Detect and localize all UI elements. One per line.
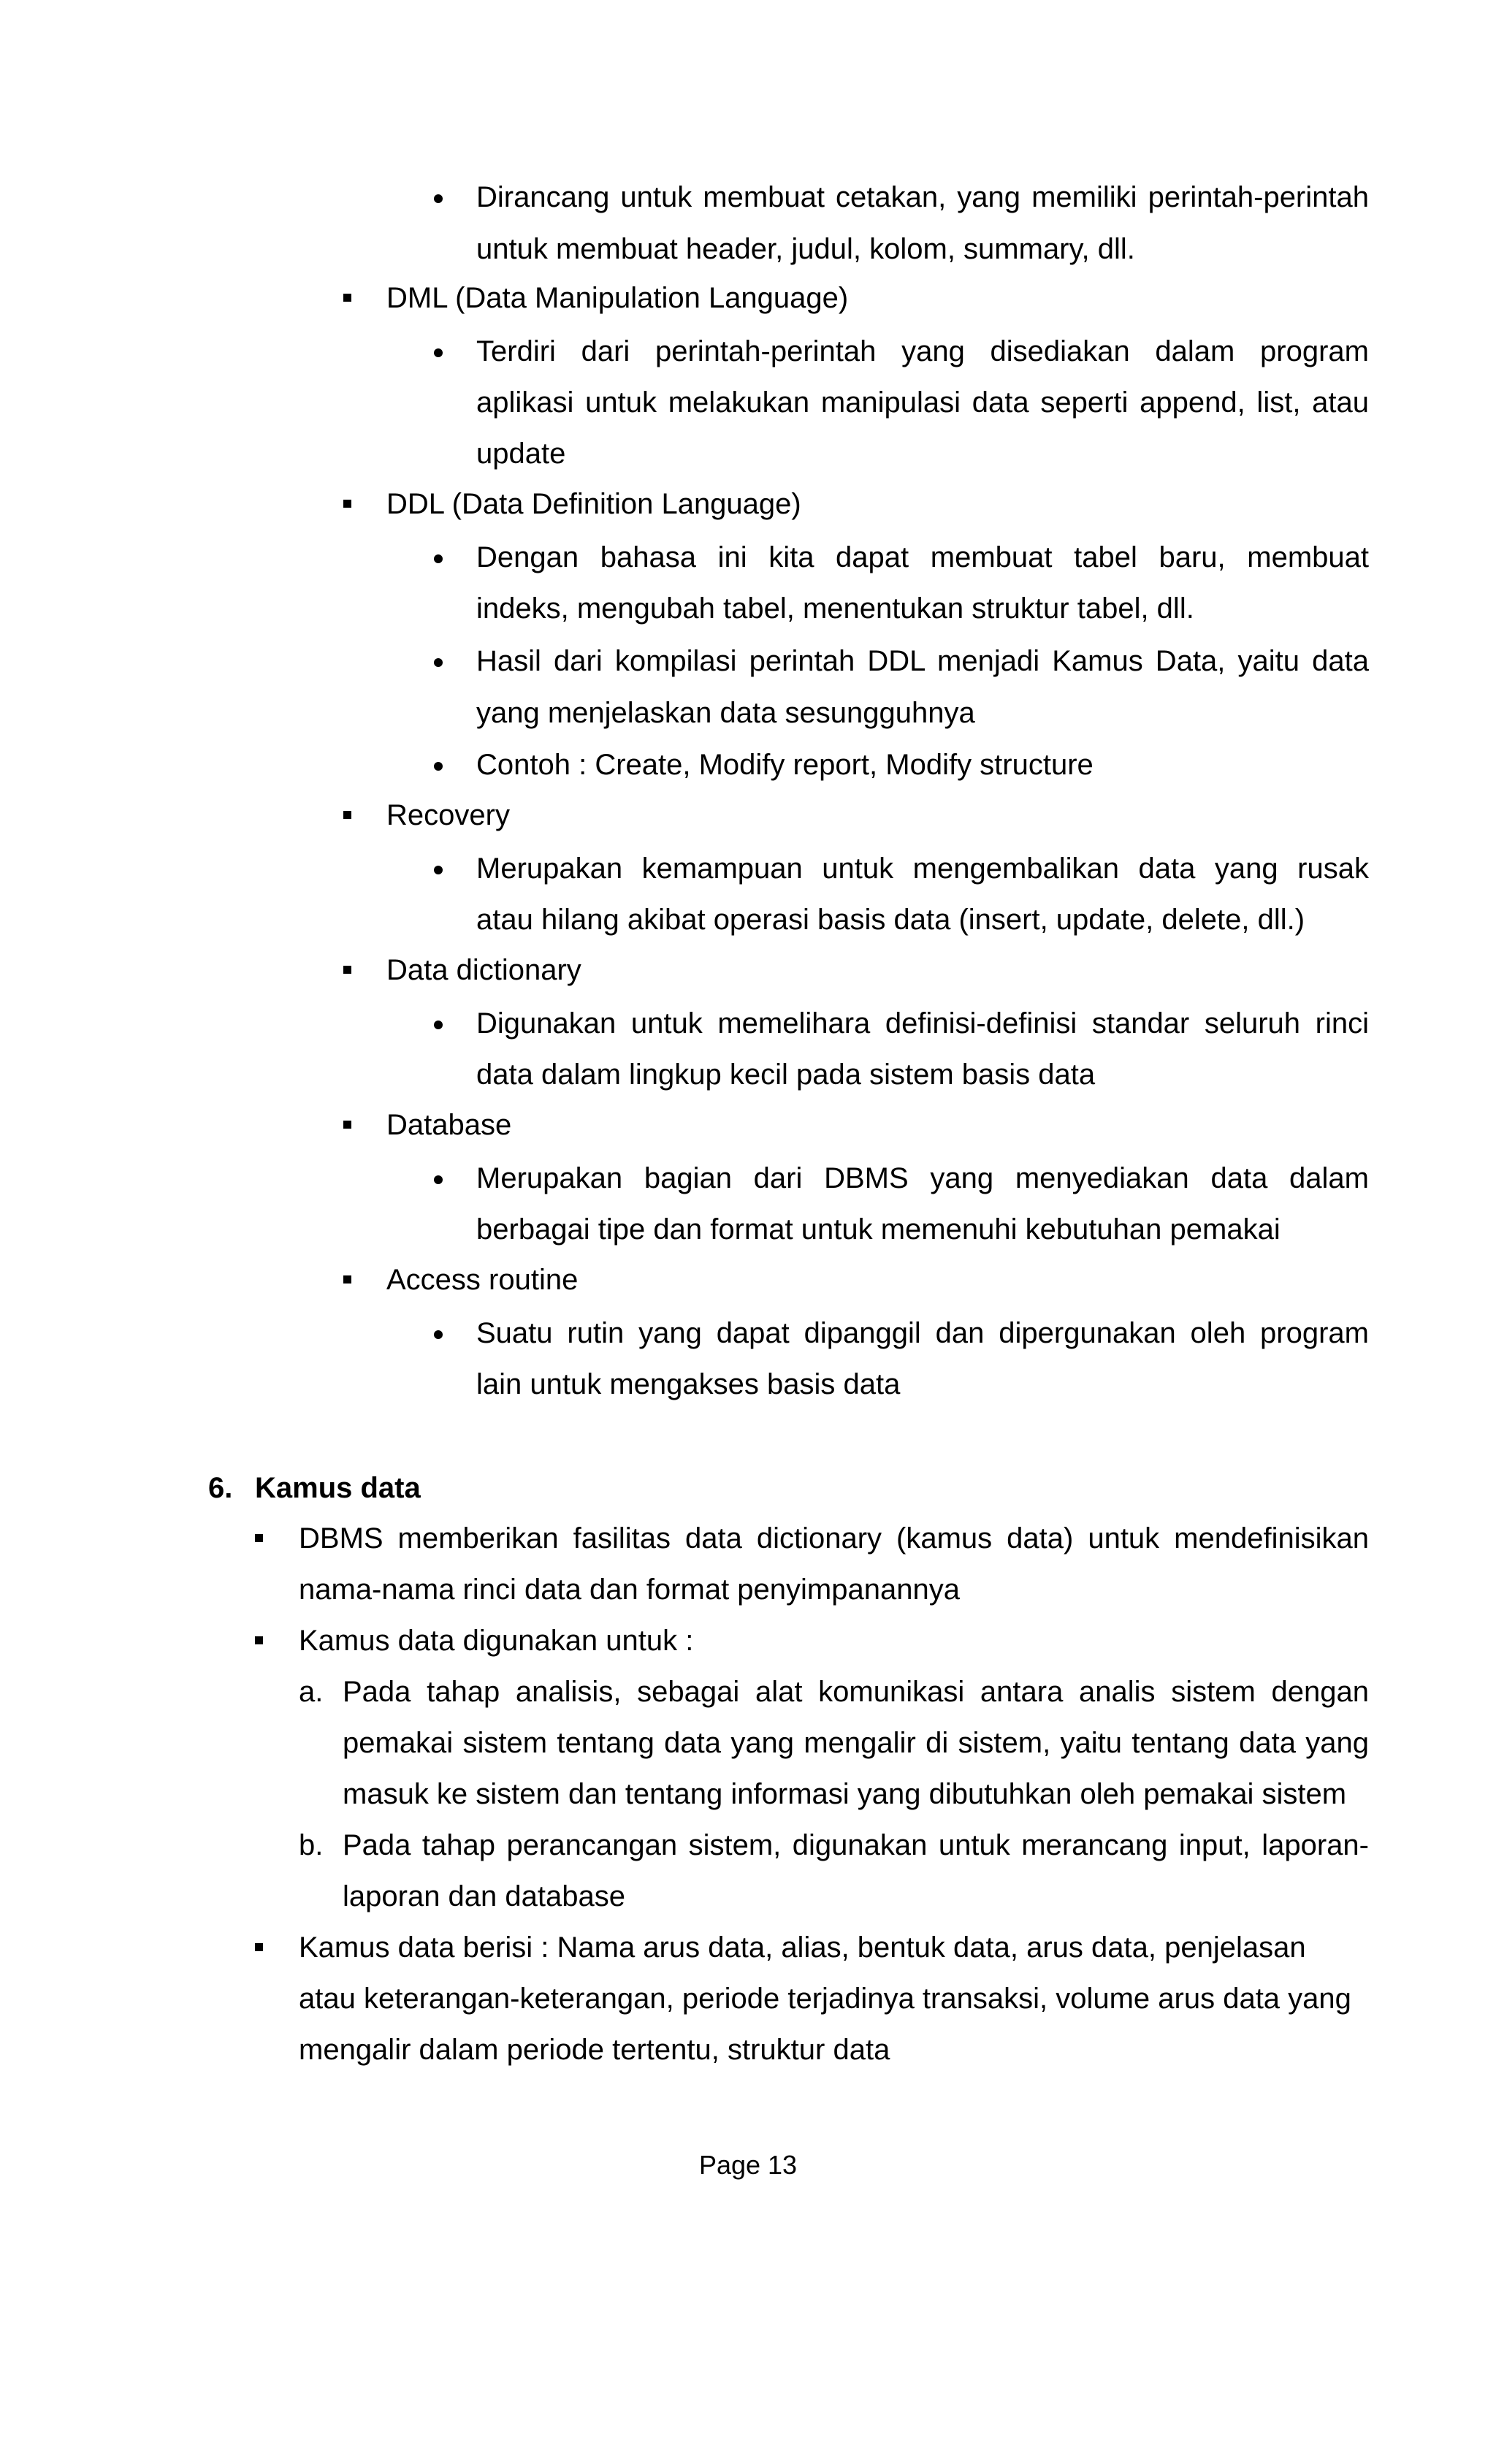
list-item-title: DML (Data Manipulation Language): [386, 282, 849, 314]
text-line: pemakai sistem tentang data yang mengalir di sistem, yaitu tentang data yang: [343, 1727, 1369, 1759]
square-bullet-icon: [343, 294, 351, 302]
text-line: indeks, mengubah tabel, menentukan struktur tabel, dll.: [476, 592, 1194, 625]
list-item-title: Database: [386, 1109, 512, 1141]
bullet-icon: [434, 658, 443, 667]
square-bullet-icon: [255, 1534, 263, 1542]
text-line: berbagai tipe dan format untuk memenuhi kebutuhan pemakai: [476, 1213, 1281, 1246]
text-line: masuk ke sistem dan tentang informasi yang dibutuhkan oleh pemakai sistem: [343, 1778, 1347, 1810]
sub-list-label: a.: [299, 1676, 324, 1708]
list-item-title: Data dictionary: [386, 954, 581, 986]
text-line: Dirancang untuk membuat cetakan, yang memiliki perintah-perintah: [476, 181, 1369, 213]
square-bullet-icon: [255, 1636, 263, 1644]
text-line: Digunakan untuk memelihara definisi-definisi standar seluruh rinci: [476, 1007, 1369, 1040]
bullet-icon: [434, 1021, 443, 1029]
text-line: Contoh : Create, Modify report, Modify structure: [476, 749, 1094, 781]
bullet-icon: [434, 348, 443, 357]
text-line: Pada tahap analisis, sebagai alat komunikasi antara analis sistem dengan: [343, 1676, 1369, 1708]
text-line: update: [476, 438, 566, 470]
bullet-icon: [434, 866, 443, 874]
text-line: DBMS memberikan fasilitas data dictionary (kamus data) untuk mendefinisikan: [299, 1522, 1369, 1555]
text-line: Dengan bahasa ini kita dapat membuat tabel baru, membuat: [476, 541, 1369, 573]
list-item-title: Access routine: [386, 1264, 579, 1296]
bullet-icon: [434, 1175, 443, 1184]
text-line: atau keterangan-keterangan, periode terjadinya transaksi, volume arus data yang: [299, 1983, 1351, 2015]
section-heading: Kamus data: [255, 1472, 421, 1504]
text-line: atau hilang akibat operasi basis data (insert, update, delete, dll.): [476, 904, 1305, 936]
bullet-icon: [434, 194, 443, 203]
square-bullet-icon: [343, 1121, 351, 1129]
text-line: aplikasi untuk melakukan manipulasi data seperti append, list, atau: [476, 386, 1369, 419]
square-bullet-icon: [343, 1275, 351, 1284]
bullet-icon: [434, 762, 443, 771]
text-line: Kamus data berisi : Nama arus data, alias, bentuk data, arus data, penjelasan: [299, 1931, 1306, 1964]
text-line: Kamus data digunakan untuk :: [299, 1625, 694, 1657]
text-line: Hasil dari kompilasi perintah DDL menjadi Kamus Data, yaitu data: [476, 645, 1369, 677]
text-line: mengalir dalam periode tertentu, struktur data: [299, 2034, 890, 2066]
text-line: Merupakan bagian dari DBMS yang menyediakan data dalam: [476, 1162, 1369, 1194]
bullet-icon: [434, 554, 443, 563]
sub-list-label: b.: [299, 1829, 324, 1861]
text-line: Pada tahap perancangan sistem, digunakan untuk merancang input, laporan-: [343, 1829, 1369, 1861]
square-bullet-icon: [255, 1943, 263, 1951]
list-item-title: DDL (Data Definition Language): [386, 488, 801, 520]
list-item-title: Recovery: [386, 799, 510, 831]
section-number: 6.: [208, 1472, 233, 1504]
text-line: untuk membuat header, judul, kolom, summary, dll.: [476, 233, 1135, 265]
text-line: data dalam lingkup kecil pada sistem basis data: [476, 1059, 1096, 1091]
square-bullet-icon: [343, 500, 351, 508]
page-number: Page 13: [698, 2150, 798, 2180]
text-line: yang menjelaskan data sesungguhnya: [476, 697, 975, 729]
text-line: Terdiri dari perintah-perintah yang disediakan dalam program: [476, 335, 1369, 367]
square-bullet-icon: [343, 811, 351, 819]
text-line: lain untuk mengakses basis data: [476, 1368, 901, 1400]
text-line: nama-nama rinci data dan format penyimpanannya: [299, 1574, 960, 1606]
bullet-icon: [434, 1330, 443, 1339]
text-line: Suatu rutin yang dapat dipanggil dan dipergunakan oleh program: [476, 1317, 1369, 1349]
text-line: laporan dan database: [343, 1880, 625, 1912]
square-bullet-icon: [343, 966, 351, 974]
text-line: Merupakan kemampuan untuk mengembalikan data yang rusak: [476, 853, 1369, 885]
